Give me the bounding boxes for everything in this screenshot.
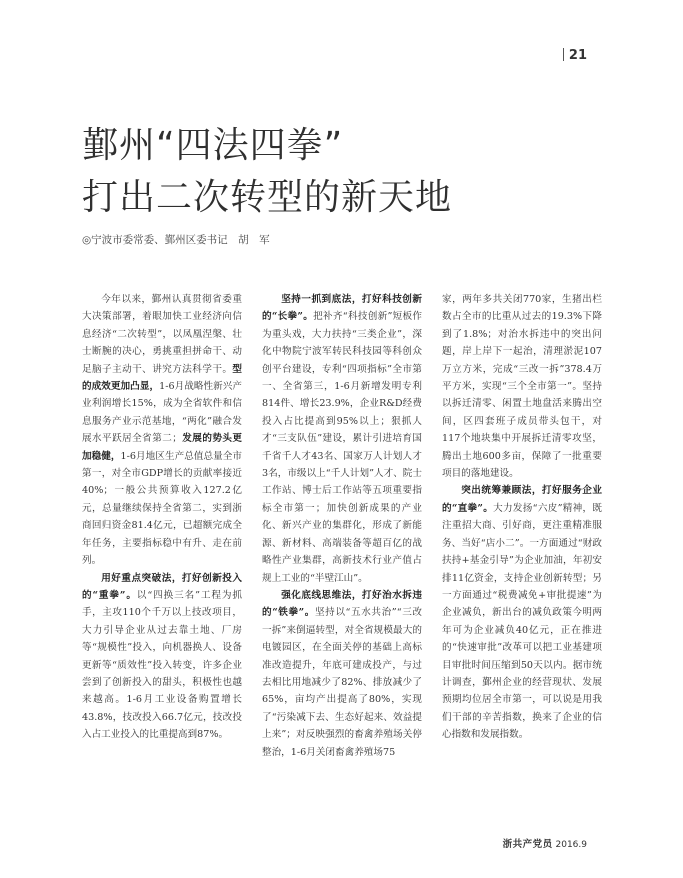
paragraph: 家，两年多共关闭770家，生猪出栏数占全市的比重从过去的19.3%下降到了1.8%；对治水拆违中的突出问题，岸上岸下一起治，清理淤泥107万立方米，完成“三改一拆”378.4万平方米，实现“三个全市第一”。坚持以拆迁清零、闲置土地盘活来腾出空间，区四套班子成员带头包干，对117个地块集中开展拆迁清零攻坚，腾出土地600多亩，保障了一批重要项目的落地建设。 bbox=[442, 294, 602, 480]
paragraph: 用好重点突破法，打好创新投入的“重拳”。以“四换三名”工程为抓手，主攻110个千万以上技改项目，大力引导企业从过去靠土地、厂房等“规模性”投入，向机器换人、设备更新等“质效性”投入转变，许多企业尝到了创新投入的甜头，积极性也越来越高。1-6月工业设备购置增长43.8%，技改投入66.7亿元，技改投入占工业投入的比重提高到87%。 bbox=[82, 572, 242, 741]
article-body bbox=[82, 291, 602, 761]
page-number-text: 21 bbox=[568, 48, 587, 63]
footer bbox=[503, 836, 587, 850]
column-2 bbox=[262, 291, 422, 761]
paragraph: 强化底线思维法，打好治水拆违的“铁拳”。坚持以“五水共治”“三改一拆”来倒逼转型，对全省规模最大的电镀园区，在全面关停的基础上高标准改造提升，年底可建成投产，与过去相比用地减少了82%、排放减少了65%，亩均产出提高了80%，实现了“污染减下去、生态好起来、效益提上来”；对反映强烈的畜禽养殖场关停整治，1-6月关闭畜禽养殖场75 bbox=[262, 589, 422, 758]
issue-date: 2016.9 bbox=[555, 840, 587, 850]
paragraph: 突出统筹兼顾法，打好服务企业的“直拳”。大力发扬“六皮”精神，既注重招大商、引好商，更注重精准服务、当好“店小二”。一方面通过“财政扶持+基金引导”为企业加油，年初安排11亿资金，支持企业创新转型；另一方面通过“税费减免+审批提速”为企业减负，新出台的减负政策今明两年可为企业减负40亿元，正在推进的“快速审批”改革可以把工业基建项目审批时间压缩到50天以内。据市统计调查，鄞州企业的经营现状、发展预期均位居全市第一，可以说是用我们干部的辛苦指数，换来了企业的信心指数和发展指数。 bbox=[442, 485, 602, 741]
page-number bbox=[563, 48, 587, 63]
title-line-2: 打出二次转型的新天地 bbox=[82, 177, 453, 218]
paragraph: 今年以来，鄞州认真贯彻省委重大决策部署，着眼加快工业经济向信息经济“二次转型”，以凤凰涅槃、壮士断腕的决心，勇挑重担拼命干、动足脑子主动干、讲究方法科学干。型的成效更加凸显，1-6月战略性新兴产业利润增长15%，成为全省软件和信息服务产业示范基地，“两化”融合发展水平跃居全省第二；发展的势头更加稳健，1-6月地区生产总值总量全市第一，对全市GDP增长的贡献率接近40%；一般公共预算收入127.2亿元，总量继续保持全省第二，实到浙商回归资金81.4亿元，已超额完成全年任务，主要指标稳中有升、走在前列。 bbox=[82, 294, 243, 567]
title-line-1: 鄞州“四法四拳” bbox=[82, 125, 344, 166]
author-byline: ◎宁波市委常委、鄞州区委书记 胡 军 bbox=[82, 234, 270, 246]
column-3 bbox=[442, 291, 602, 761]
column-1 bbox=[82, 291, 242, 761]
paragraph: 坚持一抓到底法，打好科技创新的“长拳”。把补齐“科技创新”短板作为重头戏，大力扶持“三类企业”，深化中物院宁波军转民科技园等科创众创平台建设，专利“四项指标”全市第一、全省第三，1-6月新增发明专利814件、增长23.9%，企业R&D经费投入占比提高到95%以上；狠抓人才“三支队伍”建设，累计引进培育国千省千人才43名、国家万人计划人才3名，市级以上“千人计划”人才、院士工作站、博士后工作站等五项重要指标全市第一；加快创新成果的产业化、新兴产业的集群化，形成了新能源、新材料、高端装备等超百亿的战略性产业集群，高新技术行业产值占规上工业的“半壁江山”。 bbox=[262, 294, 422, 584]
article-title bbox=[82, 120, 452, 224]
magazine-logo: 浙共产党员 bbox=[502, 839, 553, 850]
page-number-divider bbox=[563, 48, 564, 61]
